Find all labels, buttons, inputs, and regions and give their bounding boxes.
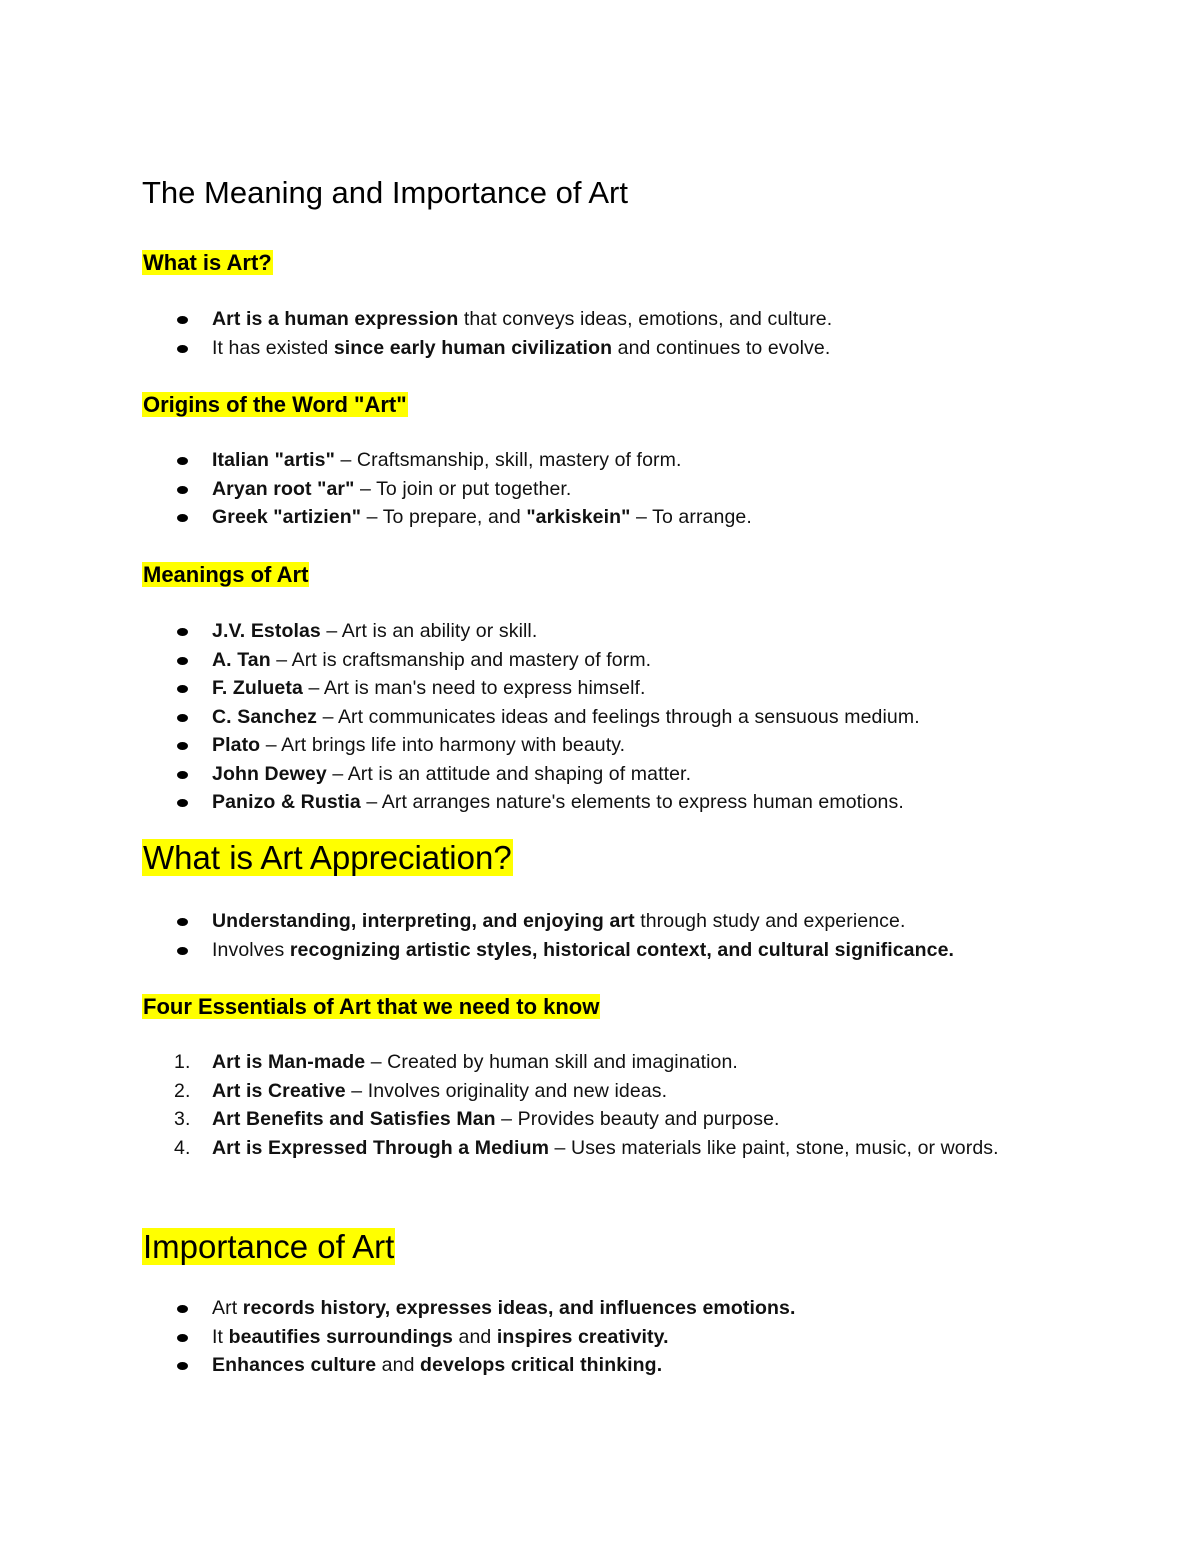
heading-origins: Origins of the Word "Art" <box>143 392 407 417</box>
bullet-icon <box>177 345 188 353</box>
list-item: Art is a human expression that conveys ideas, emotions, and culture. <box>142 305 1042 334</box>
list-item: C. Sanchez – Art communicates ideas and feelings through a sensuous medium. <box>142 703 1042 732</box>
list-item: Panizo & Rustia – Art arranges nature's elements to express human emotions. <box>142 788 1042 817</box>
list-item: Aryan root "ar" – To join or put together. <box>142 475 1042 504</box>
list-item: 1. Art is Man-made – Created by human skill and imagination. <box>174 1051 738 1073</box>
bullet-icon <box>177 1334 188 1342</box>
list-what-is-art <box>142 305 1042 362</box>
list-item: F. Zulueta – Art is man's need to express himself. <box>142 674 1042 703</box>
list-item: Involves recognizing artistic styles, historical context, and cultural significance. <box>142 936 1042 965</box>
bullet-icon <box>177 714 188 722</box>
bullet-icon <box>177 628 188 636</box>
list-origins <box>142 446 1042 532</box>
bullet-icon <box>177 316 188 324</box>
heading-essentials: Four Essentials of Art that we need to know <box>143 994 600 1019</box>
list-item: Art records history, expresses ideas, and influences emotions. <box>142 1294 1042 1323</box>
bullet-icon <box>177 685 188 693</box>
heading-meanings: Meanings of Art <box>143 562 309 587</box>
bullet-icon <box>177 1305 188 1313</box>
list-item: 3. Art Benefits and Satisfies Man – Provides beauty and purpose. <box>174 1108 780 1130</box>
list-item: Understanding, interpreting, and enjoying art through study and experience. <box>142 907 1042 936</box>
bullet-icon <box>177 486 188 494</box>
bullet-icon <box>177 1362 188 1370</box>
heading-importance: Importance of Art <box>143 1228 395 1265</box>
list-item: It has existed since early human civilization and continues to evolve. <box>142 334 1042 363</box>
list-item: J.V. Estolas – Art is an ability or skill. <box>142 617 1042 646</box>
list-item: 4. Art is Expressed Through a Medium – Uses materials like paint, stone, music, or words. <box>174 1136 999 1159</box>
list-item: Enhances culture and develops critical thinking. <box>142 1351 1042 1380</box>
list-item: Greek "artizien" – To prepare, and "arkiskein" – To arrange. <box>142 503 1042 532</box>
bullet-icon <box>177 457 188 465</box>
list-item: A. Tan – Art is craftsmanship and mastery of form. <box>142 646 1042 675</box>
list-importance <box>142 1294 1042 1380</box>
bullet-icon <box>177 657 188 665</box>
heading-what-is-art: What is Art? <box>143 250 272 275</box>
list-appreciation <box>142 907 1042 964</box>
bullet-icon <box>177 742 188 750</box>
list-item: John Dewey – Art is an attitude and shaping of matter. <box>142 760 1042 789</box>
bullet-icon <box>177 771 188 779</box>
list-item: Italian "artis" – Craftsmanship, skill, mastery of form. <box>142 446 1042 475</box>
heading-appreciation: What is Art Appreciation? <box>143 839 512 876</box>
page-title: The Meaning and Importance of Art <box>142 175 628 210</box>
bullet-icon <box>177 918 188 926</box>
list-item: Plato – Art brings life into harmony with beauty. <box>142 731 1042 760</box>
bullet-icon <box>177 514 188 522</box>
list-meanings <box>142 617 1042 817</box>
list-item: 2. Art is Creative – Involves originality and new ideas. <box>174 1079 668 1102</box>
list-item: It beautifies surroundings and inspires creativity. <box>142 1323 1042 1352</box>
bullet-icon <box>177 799 188 807</box>
bullet-icon <box>177 947 188 955</box>
list-essentials <box>142 1048 1042 1162</box>
